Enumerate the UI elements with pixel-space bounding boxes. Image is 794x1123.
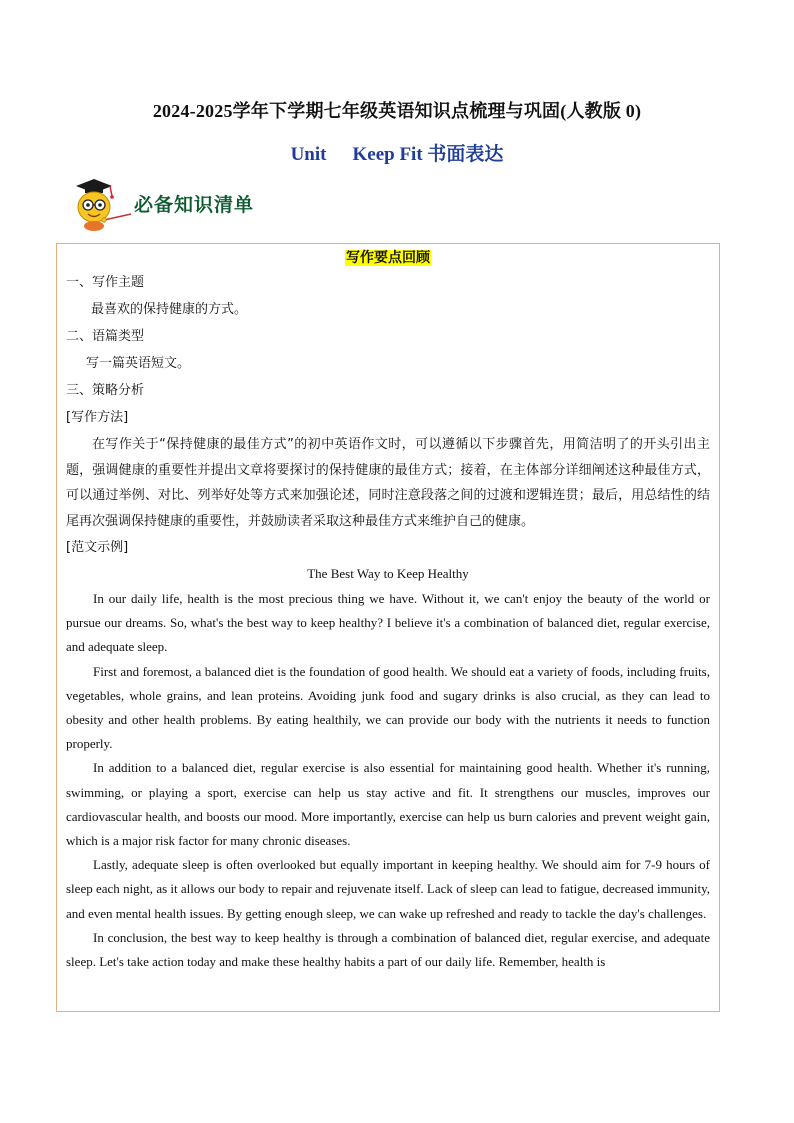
- section-title: 必备知识清单: [134, 194, 255, 216]
- document-title: 2024-2025学年下学期七年级英语知识点梳理与巩固(人教版 0): [152, 101, 642, 121]
- unit-subtitle: [0, 139, 794, 166]
- essay-paragraph: In our daily life, health is the most precious thing we have. Without it, we can't enjoy the beauty of the world or pursue our dreams. So, what's the best way to keep healthy? I believe it's a combination of balanced diet, regular exercise, and adequate sleep.: [66, 591, 710, 655]
- topic-text: 最喜欢的保持健康的方式。: [91, 302, 248, 317]
- unit-label: Unit: [290, 144, 327, 165]
- heading-strategy: 三、策略分析: [66, 383, 145, 398]
- writing-points-box: [56, 243, 720, 1012]
- essay-paragraph: In conclusion, the best way to keep healthy is through a combination of balanced diet, regular exercise, and adequate sleep. Let's take action today and make these healthy habits a part of our daily life. Remember, health is: [66, 929, 710, 970]
- scholar-mascot-icon: [70, 176, 132, 232]
- section-header: [70, 176, 370, 232]
- unit-name: Keep Fit 书面表达: [352, 144, 504, 165]
- sample-essay-title: The Best Way to Keep Healthy: [307, 566, 469, 581]
- essay-paragraph: In addition to a balanced diet, regular exercise is also essential for maintaining good health. Whether it's running, swimming, or playing a sport, exercise can help us stay active and fit. It strengthens our muscles, improves our cardiovascular health, and boosts our mood. More importantly, exercise can help us burn calories and prevent weight gain, which is a major risk factor for many chronic diseases.: [66, 760, 710, 849]
- essay-paragraph: First and foremost, a balanced diet is the foundation of good health. We should eat a variety of foods, including fruits, vegetables, whole grains, and lean proteins. Avoiding junk food and sugary drinks is also crucial, as they can lead to obesity and other health problems. By eating healthily, we can provide our body with the nutrients it needs to function properly.: [66, 663, 710, 752]
- box-title-text: 写作要点回顾: [346, 250, 430, 266]
- box-title: [66, 247, 710, 269]
- sample-label: [范文示例]: [66, 540, 129, 555]
- heading-genre: 二、语篇类型: [66, 329, 145, 344]
- genre-text: 写一篇英语短文。: [86, 356, 191, 371]
- essay-paragraph: Lastly, adequate sleep is often overlooked but equally important in keeping healthy. We should aim for 7-9 hours of sleep each night, as it allows our body to repair and rejuvenate itself. Lack of sleep can lead to fatigue, decreased immunity, and even mental health issues. By getting enough sleep, we can wake up refreshed and ready to tackle the day's challenges.: [66, 857, 710, 921]
- heading-topic: 一、写作主题: [66, 275, 145, 290]
- method-label: [写作方法]: [66, 410, 129, 425]
- method-text: 在写作关于“保持健康的最佳方式”的初中英语作文时，可以遵循以下步骤首先，用简洁明了的开头引出主题，强调健康的重要性并提出文章将要探讨的保持健康的最佳方式；接着，在主体部分详细阐述这种最佳方式，可以通过举例、对比、列举好处等方式来加强论述，同时注意段落之间的过渡和逻辑连贯；最后，用总结性的结尾再次强调保持健康的重要性，并鼓励读者采取这种最佳方式来维护自己的健康。: [66, 437, 710, 529]
